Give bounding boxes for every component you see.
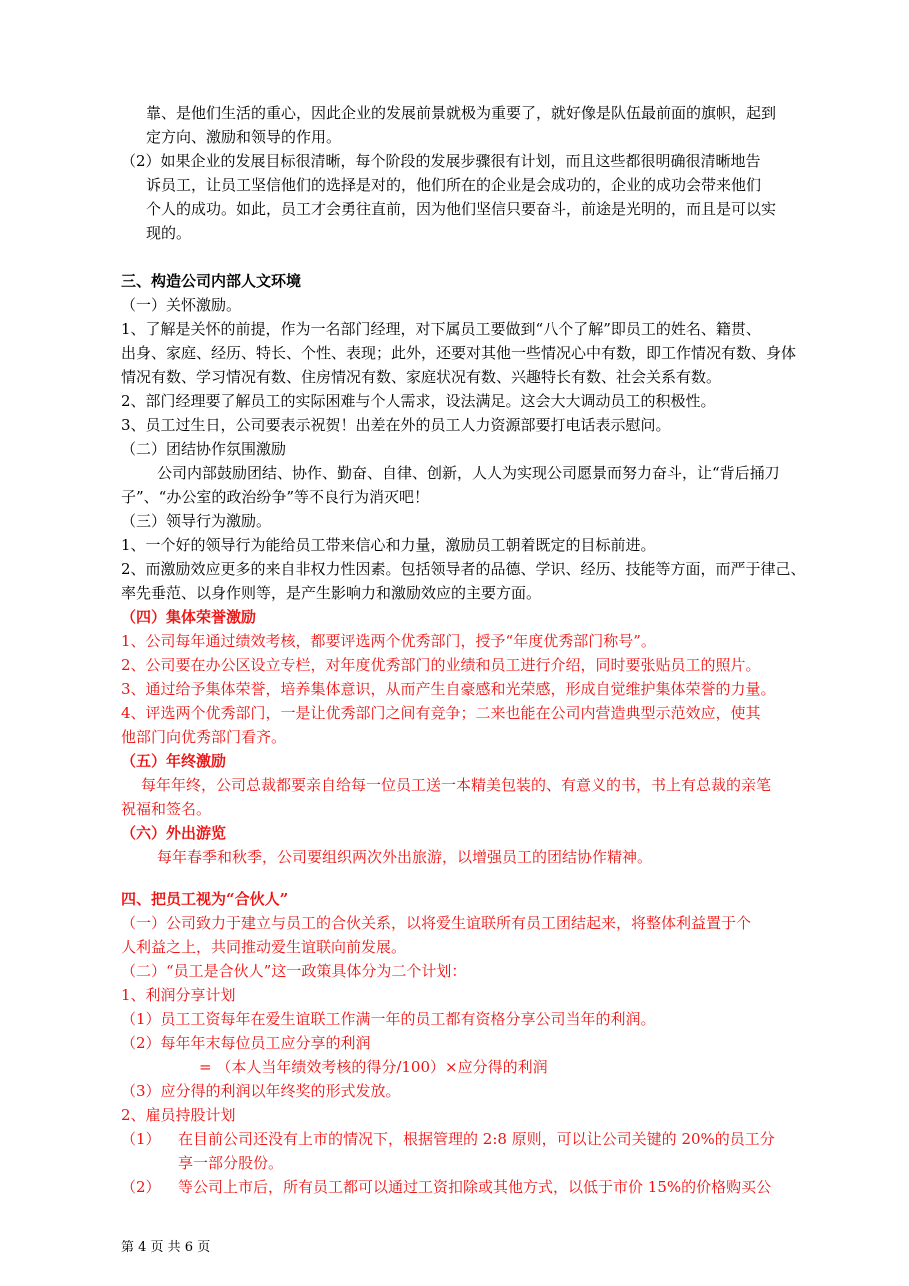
paragraph-line: 靠、是他们生活的重心，因此企业的发展前景就极为重要了，就好像是队伍最前面的旗帜，起到: [146, 104, 777, 122]
paragraph-line-highlight: （3）应分得的利润以年终奖的形式发放。: [121, 1082, 401, 1100]
paragraph-line-highlight: 在目前公司还没有上市的情况下，根据管理的 2:8 原则，可以让公司关键的 20%的员工分: [178, 1130, 775, 1148]
subsection-title-highlight: （六）外出游览: [121, 824, 227, 842]
paragraph-line: 出身、家庭、经历、特长、个性、表现；此外，还要对其他一些情况心中有数，即工作情况有数、身体: [121, 344, 797, 362]
paragraph-line: 3、员工过生日，公司要表示祝贺！出差在外的员工人力资源部要打电话表示慰问。: [121, 416, 671, 434]
paragraph-line-highlight: 他部门向优秀部门看齐。: [121, 728, 287, 746]
paragraph-line-highlight: （1）员工工资每年在爱生谊联工作满一年的员工都有资格分享公司当年的利润。: [121, 1010, 656, 1028]
subsection-title: （二）团结协作氛围激励: [121, 440, 287, 458]
section-heading-highlight: 四、把员工视为“合伙人”: [121, 890, 289, 908]
list-number: （2）: [121, 1178, 161, 1196]
paragraph-line: 2、部门经理要了解员工的实际困难与个人需求，设法满足。这会大大调动员工的积极性。: [121, 392, 716, 410]
paragraph-line: 个人的成功。如此，员工才会勇往直前，因为他们坚信只要奋斗，前途是光明的，而且是可以实: [146, 200, 777, 218]
paragraph-line-highlight: 1、利润分享计划: [121, 986, 236, 1004]
formula-line: = （本人当年绩效考核的得分/100）×应分得的利润: [199, 1058, 548, 1076]
subsection-title: （三）领导行为激励。: [121, 512, 272, 530]
paragraph-line: 定方向、激励和领导的作用。: [146, 128, 342, 146]
paragraph-line: 1、了解是关怀的前提，作为一名部门经理，对下属员工要做到“八个了解”即员工的姓名、籍贯、: [121, 320, 761, 338]
paragraph-line: 率先垂范、以身作则等，是产生影响力和激励效应的主要方面。: [121, 584, 542, 602]
paragraph-line: 现的。: [146, 224, 192, 242]
paragraph-line: 情况有数、学习情况有数、住房情况有数、家庭状况有数、兴趣特长有数、社会关系有数。: [121, 368, 722, 386]
paragraph-line-highlight: 享一部分股份。: [178, 1154, 284, 1172]
subsection-title-highlight: （五）年终激励: [121, 752, 227, 770]
paragraph-line: 子”、“办公室的政治纷争”等不良行为消灭吧！: [121, 488, 430, 506]
paragraph-line: 1、一个好的领导行为能给员工带来信心和力量，激励员工朝着既定的目标前进。: [121, 536, 656, 554]
paragraph-line: （2）如果企业的发展目标很清晰，每个阶段的发展步骤很有计划，而且这些都很明确很清晰地告: [121, 152, 761, 170]
paragraph-line-highlight: 3、通过给予集体荣誉，培养集体意识，从而产生自豪感和光荣感，形成自觉维护集体荣誉的力量。: [121, 680, 776, 698]
page-footer: 第 4 页 共 6 页: [121, 1240, 211, 1255]
section-heading: 三、构造公司内部人文环境: [121, 272, 302, 290]
paragraph-line: 公司内部鼓励团结、协作、勤奋、自律、创新，人人为实现公司愿景而努力奋斗，让“背后捅刀: [157, 464, 780, 482]
paragraph-line-highlight: 等公司上市后，所有员工都可以通过工资扣除或其他方式，以低于市价 15%的价格购买公: [178, 1178, 772, 1196]
paragraph-line-highlight: 2、公司要在办公区设立专栏，对年度优秀部门的业绩和员工进行介绍，同时要张贴员工的照片。: [121, 656, 761, 674]
paragraph-line: 2、而激励效应更多的来自非权力性因素。包括领导者的品德、学识、经历、技能等方面，而严于律己、: [121, 560, 806, 578]
subsection-title: （一）关怀激励。: [121, 296, 242, 314]
paragraph-line-highlight: （一）公司致力于建立与员工的合伙关系，以将爱生谊联所有员工团结起来，将整体利益置于个: [121, 914, 752, 932]
paragraph-line-highlight: 2、雇员持股计划: [121, 1106, 236, 1124]
paragraph-line-highlight: 祝福和签名。: [121, 800, 212, 818]
list-number: （1）: [121, 1130, 161, 1148]
paragraph-line-highlight: （二）“员工是合伙人”这一政策具体分为二个计划：: [121, 962, 467, 980]
paragraph-line-highlight: 每年年终，公司总裁都要亲自给每一位员工送一本精美包装的、有意义的书，书上有总裁的亲笔: [141, 776, 772, 794]
paragraph-line-highlight: 人利益之上，共同推动爱生谊联向前发展。: [121, 938, 407, 956]
paragraph-line-highlight: 4、评选两个优秀部门，一是让优秀部门之间有竞争；二来也能在公司内营造典型示范效应，使其: [121, 704, 761, 722]
paragraph-line-highlight: （2）每年年末每位员工应分享的利润: [121, 1034, 371, 1052]
paragraph-line-highlight: 每年春季和秋季，公司要组织两次外出旅游，以增强员工的团结协作精神。: [157, 848, 653, 866]
subsection-title-highlight: （四）集体荣誉激励: [121, 608, 257, 626]
paragraph-line-highlight: 1、公司每年通过绩效考核，都要评选两个优秀部门，授予“年度优秀部门称号”。: [121, 632, 656, 650]
paragraph-line: 诉员工，让员工坚信他们的选择是对的，他们所在的企业是会成功的，企业的成功会带来他们: [146, 176, 762, 194]
